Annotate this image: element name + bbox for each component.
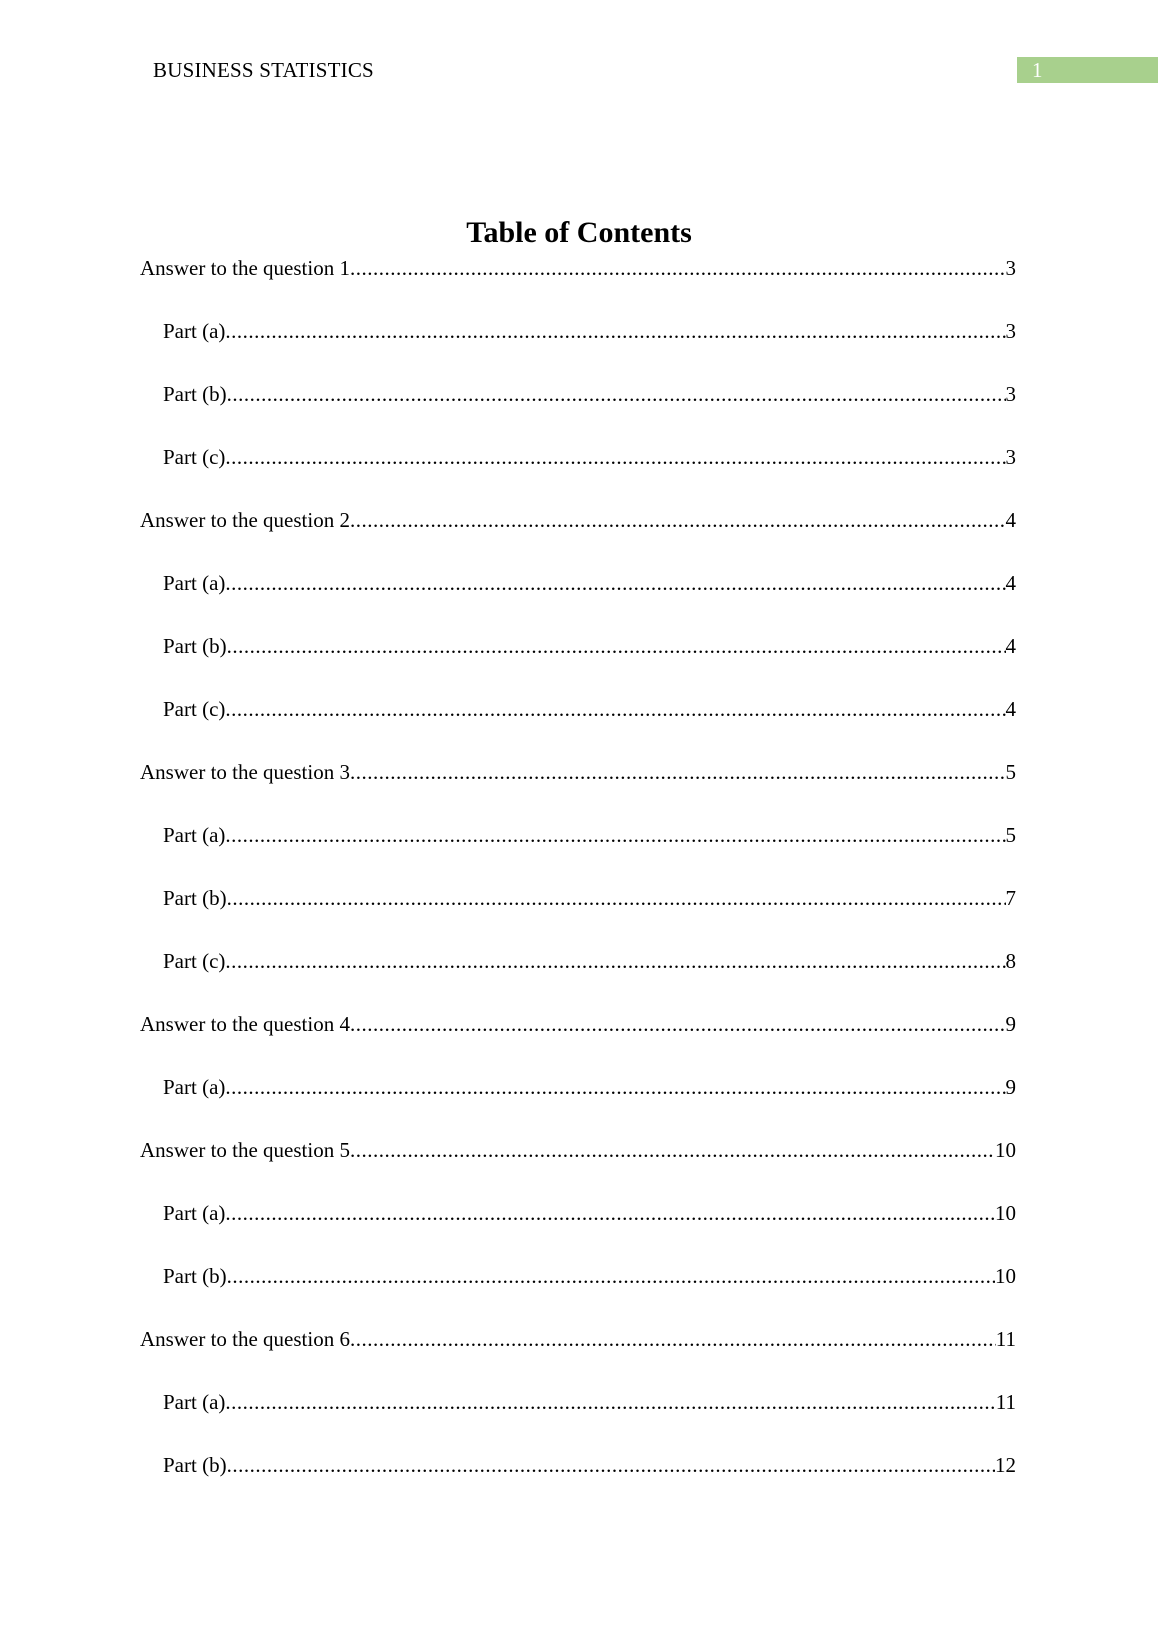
dot-leader — [225, 822, 1005, 848]
toc-entry-label: Part (c) — [163, 445, 226, 469]
toc-entry-label: Part (b) — [163, 886, 227, 910]
toc-entry-label: Part (b) — [163, 382, 227, 406]
toc-entry-label: Answer to the question 4 — [140, 1012, 350, 1036]
toc-entry-label: Part (a) — [163, 319, 226, 343]
toc-entry-q1-part-c[interactable] — [140, 444, 1016, 507]
dot-leader — [350, 1326, 996, 1352]
dot-leader — [227, 885, 1006, 911]
toc-entry-question-5[interactable] — [140, 1137, 1016, 1200]
dot-leader — [225, 444, 1005, 470]
toc-entry-page: 3 — [1005, 445, 1016, 469]
toc-entry-label: Answer to the question 1 — [140, 256, 350, 280]
toc-entry-q3-part-a[interactable] — [140, 822, 1016, 885]
toc-entry-page: 4 — [1005, 697, 1016, 721]
toc-entry-page: 5 — [1005, 823, 1016, 847]
running-header-title: BUSINESS STATISTICS — [153, 58, 374, 82]
toc-entry-page: 9 — [1005, 1075, 1016, 1099]
toc-entry-label: Part (a) — [163, 571, 226, 595]
toc-entry-page: 3 — [1005, 256, 1016, 280]
dot-leader — [227, 1263, 995, 1289]
toc-entry-label: Answer to the question 3 — [140, 760, 350, 784]
toc-entry-q2-part-b[interactable] — [140, 633, 1016, 696]
toc-entry-label: Answer to the question 6 — [140, 1327, 350, 1351]
toc-entry-q2-part-c[interactable] — [140, 696, 1016, 759]
toc-entry-page: 4 — [1005, 571, 1016, 595]
toc-entry-q5-part-a[interactable] — [140, 1200, 1016, 1263]
toc-entry-page: 10 — [995, 1264, 1016, 1288]
toc-entry-label: Part (a) — [163, 823, 226, 847]
toc-entry-label: Answer to the question 5 — [140, 1138, 350, 1162]
dot-leader — [350, 759, 1006, 785]
toc-entry-page: 4 — [1005, 634, 1016, 658]
toc-entry-q6-part-a[interactable] — [140, 1389, 1016, 1452]
dot-leader — [225, 948, 1005, 974]
toc-entry-q3-part-b[interactable] — [140, 885, 1016, 948]
toc-entry-question-3[interactable] — [140, 759, 1016, 822]
toc-entry-page: 10 — [995, 1201, 1016, 1225]
toc-entry-question-4[interactable] — [140, 1011, 1016, 1074]
dot-leader — [225, 1074, 1005, 1100]
toc-entry-label: Part (c) — [163, 697, 226, 721]
dot-leader — [227, 633, 1006, 659]
toc-title: Table of Contents — [466, 216, 692, 249]
page-number-badge — [1017, 57, 1158, 83]
dot-leader — [350, 507, 1006, 533]
dot-leader — [227, 1452, 995, 1478]
page-number: 1 — [1032, 58, 1043, 82]
toc-entry-page: 3 — [1005, 319, 1016, 343]
toc-entry-q4-part-a[interactable] — [140, 1074, 1016, 1137]
toc-entry-page: 5 — [1005, 760, 1016, 784]
toc-entry-label: Part (b) — [163, 1264, 227, 1288]
toc-entry-label: Part (c) — [163, 949, 226, 973]
toc-entry-page: 8 — [1005, 949, 1016, 973]
dot-leader — [227, 381, 1006, 407]
toc-entry-page: 11 — [995, 1327, 1016, 1351]
toc-entry-question-1[interactable] — [140, 255, 1016, 318]
dot-leader — [225, 1389, 995, 1415]
toc-entry-page: 4 — [1005, 508, 1016, 532]
toc-entry-page: 3 — [1005, 382, 1016, 406]
table-of-contents — [140, 255, 1016, 1515]
toc-entry-label: Part (a) — [163, 1390, 226, 1414]
toc-entry-question-6[interactable] — [140, 1326, 1016, 1389]
toc-entry-label: Answer to the question 2 — [140, 508, 350, 532]
toc-entry-q2-part-a[interactable] — [140, 570, 1016, 633]
toc-entry-label: Part (b) — [163, 1453, 227, 1477]
toc-entry-q3-part-c[interactable] — [140, 948, 1016, 1011]
toc-entry-page: 7 — [1005, 886, 1016, 910]
toc-entry-page: 9 — [1005, 1012, 1016, 1036]
dot-leader — [225, 696, 1005, 722]
toc-entry-page: 12 — [995, 1453, 1016, 1477]
toc-entry-q6-part-b[interactable] — [140, 1452, 1016, 1515]
dot-leader — [225, 1200, 995, 1226]
toc-entry-page: 11 — [995, 1390, 1016, 1414]
toc-entry-question-2[interactable] — [140, 507, 1016, 570]
dot-leader — [350, 255, 1006, 281]
toc-entry-q1-part-b[interactable] — [140, 381, 1016, 444]
toc-entry-label: Part (b) — [163, 634, 227, 658]
dot-leader — [225, 318, 1005, 344]
dot-leader — [350, 1137, 995, 1163]
dot-leader — [350, 1011, 1006, 1037]
toc-entry-q5-part-b[interactable] — [140, 1263, 1016, 1326]
toc-entry-q1-part-a[interactable] — [140, 318, 1016, 381]
toc-entry-label: Part (a) — [163, 1075, 226, 1099]
toc-entry-label: Part (a) — [163, 1201, 226, 1225]
dot-leader — [225, 570, 1005, 596]
toc-entry-page: 10 — [995, 1138, 1016, 1162]
